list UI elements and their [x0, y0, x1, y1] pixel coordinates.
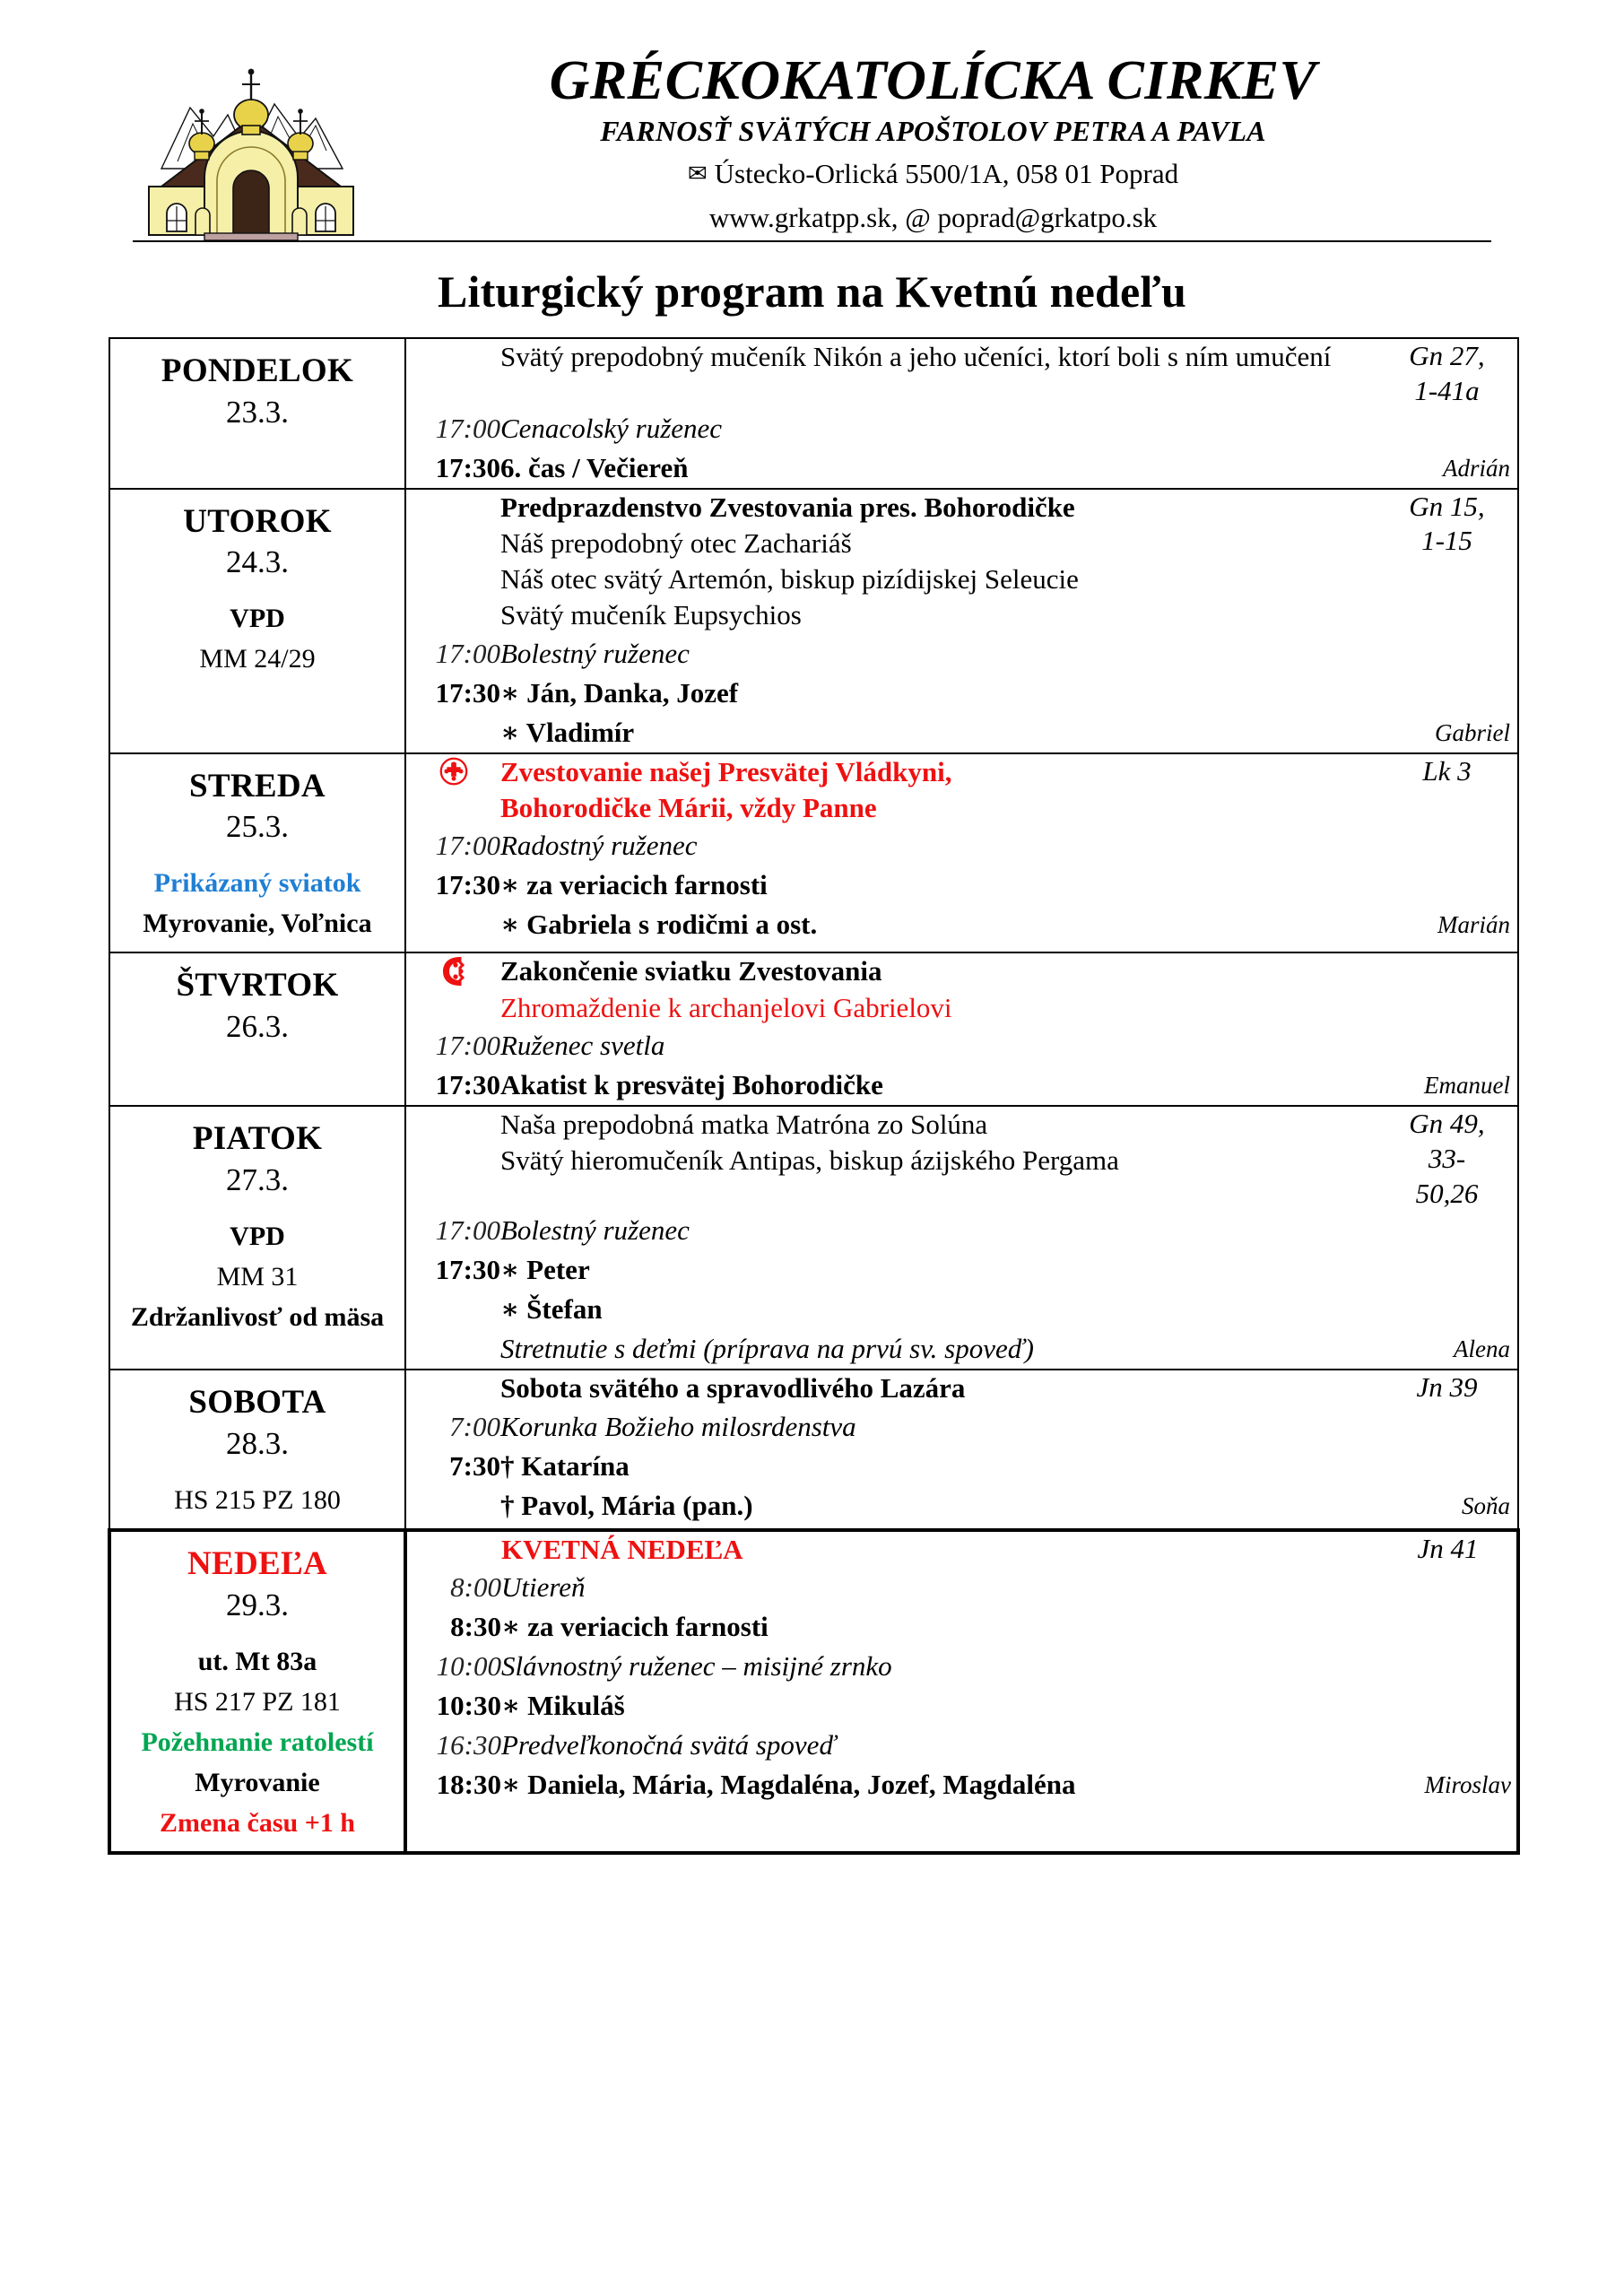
schedule-event: ∗ Daniela, Mária, Magdaléna, Jozef, Magdaléna — [501, 1769, 1076, 1801]
feast-row — [407, 1532, 1520, 1568]
schedule-time: 17:00 — [435, 637, 500, 669]
schedule-event: Stretnutie s deťmi (príprava na prvú sv. spoveď) — [500, 1333, 1034, 1365]
day-detail-cell — [405, 753, 1518, 953]
feast-icon-cell — [407, 1532, 501, 1568]
program-table-body — [109, 338, 1518, 1853]
priest-name: Adrián — [1442, 454, 1510, 482]
schedule-time: 10:00 — [436, 1650, 501, 1683]
feast-text-cell — [500, 490, 1375, 634]
feast-row — [406, 1370, 1519, 1406]
schedule-time-column — [406, 1026, 500, 1105]
schedule-time: 7:00 — [449, 1410, 500, 1442]
schedule-row — [406, 826, 1519, 944]
schedule-time — [406, 1329, 500, 1369]
feast-text: Svätý prepodobný mučeník Nikón a jeho učeníci, ktorí boli s ním umučení — [500, 341, 1332, 372]
header-text-block — [377, 52, 1516, 236]
day-date: 29.3. — [226, 1587, 289, 1622]
schedule-time: 18:30 — [436, 1769, 501, 1801]
priest-cell — [1375, 1407, 1519, 1526]
schedule-row — [406, 409, 1519, 488]
feast-icon-cell — [406, 953, 500, 1026]
address-line — [377, 156, 1489, 192]
schedule-event-column — [501, 1568, 1376, 1805]
schedule-time: 8:00 — [450, 1571, 501, 1604]
feast-text-cell — [500, 1107, 1375, 1211]
page-title: Liturgický program na Kvetnú nedeľu — [437, 266, 1187, 317]
feast-row — [406, 1107, 1519, 1211]
priest-cell — [1375, 1026, 1519, 1105]
day-cell — [109, 952, 405, 1106]
scripture-reference: Gn 15, 1-15 — [1409, 490, 1485, 557]
schedule-time — [406, 1486, 500, 1526]
feast-icon-cell — [406, 490, 500, 634]
schedule-event-column — [500, 409, 1375, 488]
schedule-time-column — [406, 1407, 500, 1526]
schedule-time: 7:30 — [449, 1449, 500, 1482]
priest-cell — [1375, 409, 1519, 488]
priest-name: Miroslav — [1424, 1771, 1511, 1799]
day-date: 27.3. — [226, 1161, 289, 1197]
feast-icon-cell — [406, 1370, 500, 1406]
feast-icon-cell — [406, 1107, 500, 1211]
schedule-time: 17:30 — [435, 451, 500, 483]
envelope-icon: ✉ — [687, 161, 708, 187]
day-name: PONDELOK — [161, 352, 354, 389]
document-header — [108, 0, 1516, 235]
day-cell — [109, 1530, 405, 1853]
day-detail-cell — [405, 489, 1518, 753]
schedule-time: 17:00 — [435, 1214, 500, 1247]
priest-name: Soňa — [1462, 1492, 1510, 1519]
schedule-time: 8:30 — [450, 1611, 501, 1643]
schedule-time — [406, 1290, 500, 1329]
schedule-event: Korunka Božieho milosrdenstva — [500, 1410, 856, 1442]
feast-text-cell — [500, 953, 1375, 1026]
priest-name: Emanuel — [1424, 1072, 1510, 1100]
church-building-logo — [108, 61, 395, 240]
feast-text: Predprazdenstvo Zvestovania pres. Bohorodičke Náš prepodobný otec Zachariáš Náš otec svätý Artemón, biskup pizídijskej Seleucie Svätý mučeník Eupsychios — [500, 491, 1079, 631]
day-name: SOBOTA — [188, 1384, 326, 1422]
schedule-event-column — [500, 634, 1375, 752]
schedule-time: 16:30 — [436, 1729, 501, 1761]
day-cell — [109, 489, 405, 753]
day-date: 28.3. — [226, 1426, 289, 1462]
day-note: HS 217 PZ 181 — [174, 1686, 341, 1717]
schedule-time: 17:30 — [435, 1254, 500, 1286]
header-divider — [133, 240, 1491, 242]
day-note: MM 24/29 — [199, 644, 316, 674]
schedule-time-column — [407, 1568, 501, 1805]
table-row — [109, 1530, 1518, 1853]
day-note: ut. Mt 83a — [197, 1646, 317, 1676]
day-detail-cell — [405, 1370, 1518, 1530]
scripture-reference: Jn 41 — [1417, 1533, 1479, 1565]
schedule-event: † Pavol, Mária (pan.) — [500, 1489, 753, 1521]
table-row — [109, 489, 1518, 753]
day-note: Zdržanlivosť od mäsa — [130, 1301, 385, 1332]
feast-row — [406, 490, 1519, 634]
table-row — [109, 952, 1518, 1106]
priest-name: Marián — [1437, 911, 1510, 939]
schedule-row — [406, 634, 1519, 752]
schedule-event: Radostný ruženec — [500, 830, 698, 862]
day-cell — [109, 1106, 405, 1370]
feast-row — [406, 754, 1519, 827]
liturgical-program-table — [108, 337, 1520, 1855]
feast-text-cell — [500, 1370, 1375, 1406]
scripture-reference: Lk 3 — [1422, 754, 1472, 787]
schedule-event: Predveľkonočná svätá spoveď — [501, 1729, 837, 1761]
day-name: ŠTVRTOK — [176, 967, 339, 1004]
priest-cell — [1375, 1211, 1519, 1369]
feast-text: Zakončenie sviatku Zvestovania Zhromaždenie k archanjelovi Gabrielovi — [500, 955, 952, 1023]
day-note: Myrovanie — [195, 1767, 320, 1797]
schedule-event: ∗ Mikuláš — [501, 1690, 625, 1722]
day-note: Zmena času +1 h — [160, 1807, 355, 1838]
schedule-event: Ruženec svetla — [500, 1030, 665, 1062]
day-detail-cell — [405, 1106, 1518, 1370]
day-note: Myrovanie, Voľnica — [143, 909, 372, 939]
scripture-reference: Jn 39 — [1416, 1371, 1478, 1404]
schedule-event-column — [500, 826, 1375, 944]
schedule-event: Utiereň — [501, 1571, 586, 1604]
organization-title: GRÉCKOKATOLÍCKA CIRKEV — [549, 50, 1317, 111]
day-note: VPD — [230, 604, 285, 634]
schedule-event-column — [500, 1211, 1375, 1369]
schedule-time: 10:30 — [436, 1690, 501, 1722]
priest-name: Alena — [1454, 1335, 1510, 1363]
schedule-event: Slávnostný ruženec – misijné zrnko — [501, 1650, 892, 1683]
priest-cell — [1375, 826, 1519, 944]
schedule-event: Bolestný ruženec — [500, 1214, 690, 1247]
schedule-event: Akatist k presvätej Bohorodičke — [500, 1069, 883, 1101]
day-note: MM 31 — [216, 1261, 299, 1292]
schedule-row — [407, 1568, 1520, 1805]
schedule-event: ∗ za veriacich farnosti — [501, 1611, 769, 1643]
schedule-time: 17:00 — [435, 1030, 500, 1062]
schedule-row — [406, 1407, 1519, 1526]
schedule-event: ∗ za veriacich farnosti — [500, 869, 768, 901]
schedule-time-column — [406, 1211, 500, 1369]
schedule-event: † Katarína — [500, 1449, 630, 1482]
day-note: Prikázaný sviatok — [153, 868, 361, 899]
feast-text: KVETNÁ NEDEĽA — [501, 1534, 743, 1566]
schedule-time: 17:00 — [435, 830, 500, 862]
red-circled-cross-icon — [437, 754, 471, 788]
schedule-time: 17:00 — [435, 412, 500, 444]
feast-icon-cell — [406, 339, 500, 409]
day-note: VPD — [230, 1221, 285, 1251]
schedule-event: ∗ Ján, Danka, Jozef — [500, 676, 739, 709]
day-detail-cell — [405, 952, 1518, 1106]
day-date: 26.3. — [226, 1009, 289, 1045]
day-detail-cell — [405, 338, 1518, 489]
schedule-row — [406, 1026, 1519, 1105]
schedule-event-column — [500, 1026, 1375, 1105]
day-name: UTOROK — [183, 502, 332, 540]
schedule-time-column — [406, 826, 500, 944]
schedule-event: ∗ Vladimír — [500, 716, 635, 748]
schedule-time: 17:30 — [435, 869, 500, 901]
priest-cell — [1376, 1568, 1520, 1805]
schedule-time — [406, 713, 500, 752]
feast-row — [406, 953, 1519, 1026]
table-row — [109, 338, 1518, 489]
feast-icon-cell — [406, 754, 500, 827]
red-polyelaion-icon — [439, 953, 469, 989]
day-cell — [109, 1370, 405, 1530]
schedule-event: ∗ Gabriela s rodičmi a ost. — [500, 909, 818, 941]
day-cell — [109, 338, 405, 489]
address-text: Ústecko-Orlická 5500/1A, 058 01 Poprad — [714, 158, 1179, 190]
schedule-time-column — [406, 634, 500, 752]
schedule-time: 17:30 — [435, 676, 500, 709]
feast-text: Sobota svätého a spravodlivého Lazára — [500, 1372, 966, 1405]
feast-row — [406, 339, 1519, 409]
schedule-event: Bolestný ruženec — [500, 637, 690, 669]
day-date: 23.3. — [226, 394, 289, 430]
table-row — [109, 1370, 1518, 1530]
feast-text-cell — [500, 754, 1375, 827]
schedule-time — [406, 905, 500, 944]
feast-text: Naša prepodobná matka Matróna zo Solúna Svätý hieromučeník Antipas, biskup ázijského Pergama — [500, 1109, 1119, 1177]
day-name: STREDA — [189, 767, 326, 804]
schedule-event: 6. čas / Večiereň — [500, 451, 689, 483]
scripture-reference: Gn 49, 33- 50,26 — [1409, 1108, 1485, 1209]
scripture-reference: Gn 27, 1-41a — [1409, 340, 1485, 406]
schedule-event: ∗ Štefan — [500, 1293, 603, 1326]
feast-text: Zvestovanie našej Presvätej Vládkyni, Bohorodičke Márii, vždy Panne — [500, 755, 952, 824]
scripture-reference — [1375, 953, 1519, 1026]
schedule-event-column — [500, 1407, 1375, 1526]
day-cell — [109, 753, 405, 953]
schedule-time: 17:30 — [435, 1069, 500, 1101]
web-email-line: www.grkatpp.sk, @ poprad@grkatpo.sk — [708, 202, 1158, 234]
priest-name: Gabriel — [1435, 718, 1510, 746]
day-name: PIATOK — [192, 1120, 323, 1158]
day-date: 25.3. — [226, 809, 289, 845]
table-row — [109, 753, 1518, 953]
schedule-row — [406, 1211, 1519, 1369]
priest-cell — [1375, 634, 1519, 752]
day-note: Požehnanie ratolestí — [141, 1726, 374, 1757]
schedule-event: ∗ Peter — [500, 1254, 590, 1286]
feast-text-cell — [500, 339, 1375, 409]
table-row — [109, 1106, 1518, 1370]
schedule-event: Cenacolský ruženec — [500, 412, 723, 444]
schedule-time-column — [406, 409, 500, 488]
parish-subtitle: FARNOSŤ SVÄTÝCH APOŠTOLOV PETRA A PAVLA — [600, 115, 1266, 148]
day-detail-cell — [405, 1530, 1518, 1853]
day-note: HS 215 PZ 180 — [174, 1485, 341, 1516]
day-date: 24.3. — [226, 544, 289, 580]
day-name: NEDEĽA — [187, 1545, 327, 1583]
feast-text-cell — [501, 1532, 1376, 1568]
